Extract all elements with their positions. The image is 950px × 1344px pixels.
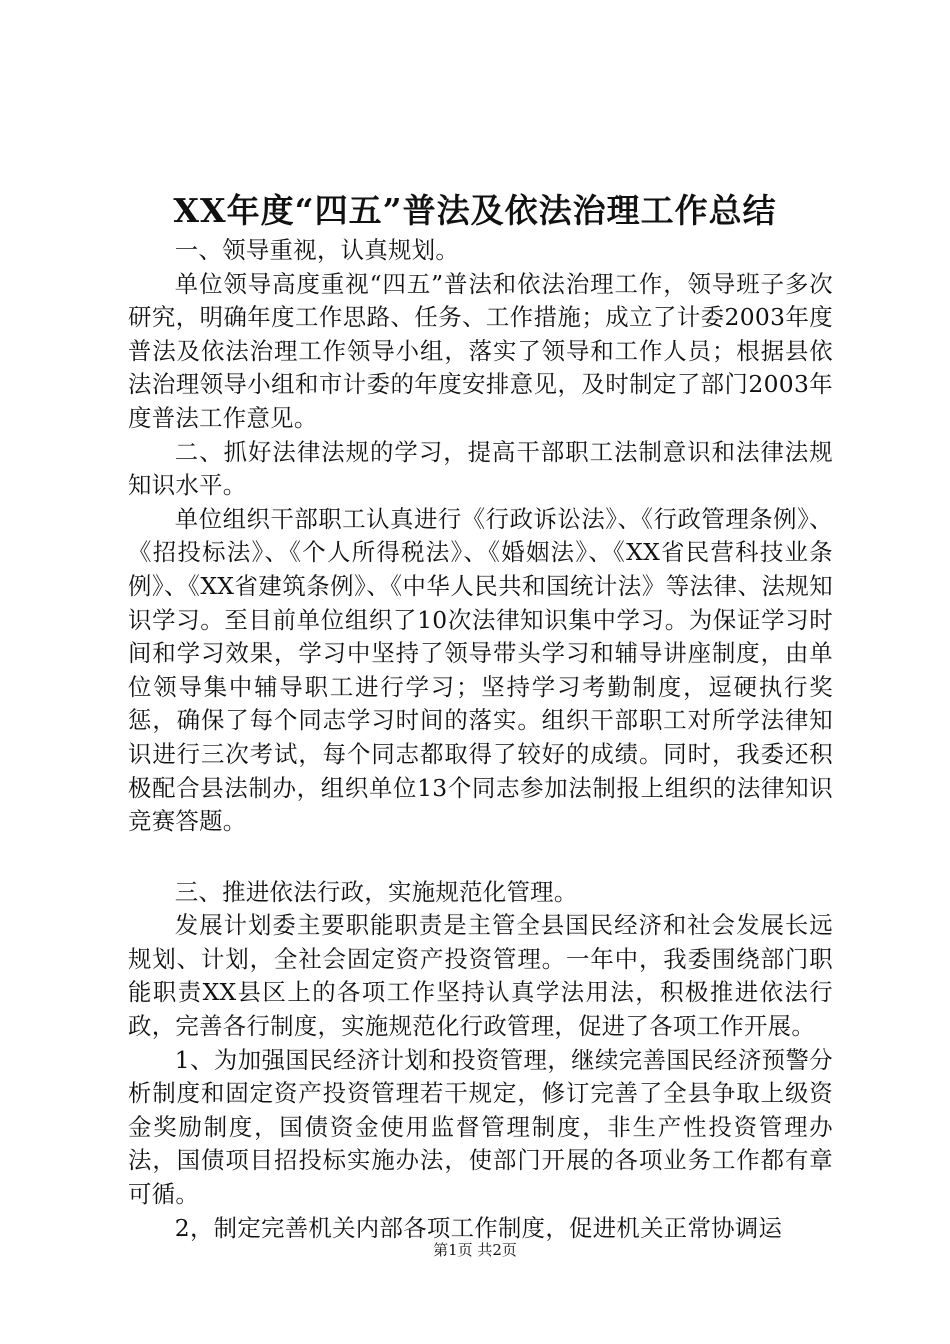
document-title: XX年度“四五”普法及依法治理工作总结 bbox=[173, 191, 777, 230]
document-body bbox=[128, 234, 833, 1245]
paragraph-leadership: 单位领导高度重视“四五”普法和依法治理工作，领导班子多次研究，明确年度工作思路、任务、工作措施；成立了计委2003年度普法及依法治理工作领导小组，落实了领导和工作人员；根据县依法治理领导小组和市计委的年度安排意见，及时制定了部门2003年度普法工作意见。 bbox=[128, 269, 833, 432]
section-heading-1: 一、领导重视，认真规划。 bbox=[174, 236, 460, 264]
section-heading-2: 二、抓好法律法规的学习，提高干部职工法制意识和法律法规知识水平。 bbox=[128, 437, 833, 500]
section-heading-3: 三、推进依法行政，实施规范化管理。 bbox=[174, 877, 578, 906]
paragraph-gap bbox=[128, 839, 833, 876]
paragraph-item-2: 2，制定完善机关内部各项工作制度，促进机关正常协调运 bbox=[174, 1213, 783, 1242]
paragraph-study: 单位组织干部职工认真进行《行政诉讼法》、《行政管理条例》、《招投标法》、《个人所得税法》、《婚姻法》、《XX省民营科技业条例》、《XX省建筑条例》、《中华人民共和国统计法》等法律、法规知识学习。至目前单位组织了10次法律知识集中学习。为保证学习时间和学习效果，学习中坚持了领导带头学习和辅导讲座制度，由单位领导集中辅导职工进行学习；坚持学习考勤制度，逗硬执行奖惩，确保了每个同志学习时间的落实。组织干部职工对所学法律知识进行三次考试，每个同志都取得了较好的成绩。同时，我委还积极配合县法制办，组织单位13个同志参加法制报上组织的法律知识竞赛答题。 bbox=[128, 504, 833, 836]
page-number: 第1页 共2页 bbox=[433, 1241, 517, 1259]
paragraph-administration: 发展计划委主要职能职责是主管全县国民经济和社会发展长远规划、计划，全社会固定资产投资管理。一年中，我委围绕部门职能职责XX县区上的各项工作坚持认真学法用法，积极推进依法行政，完善各行制度，实施规范化行政管理，促进了各项工作开展。 bbox=[128, 911, 833, 1041]
paragraph-item-1: 1、为加强国民经济计划和投资管理，继续完善国民经济预警分析制度和固定资产投资管理若干规定，修订完善了全县争取上级资金奖励制度，国债资金使用监督管理制度，非生产性投资管理办法，国债项目招投标实施办法，使部门开展的各项业务工作都有章可循。 bbox=[128, 1045, 833, 1209]
